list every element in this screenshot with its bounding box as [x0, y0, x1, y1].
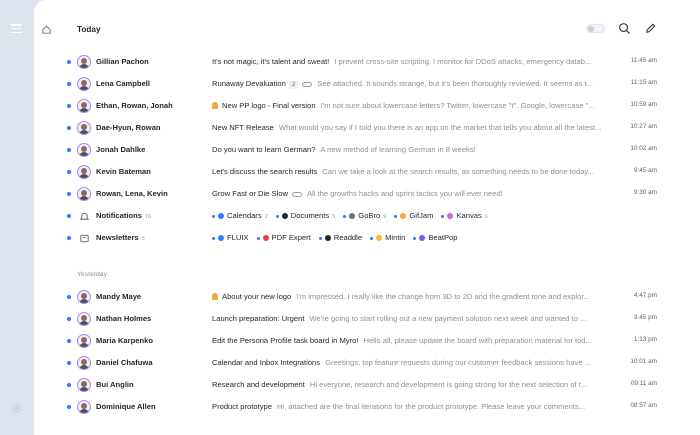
- timestamp: 4:47 pm: [633, 292, 657, 299]
- preview-text: What would you say if I told you there is an app on the market that tells you about all the latest...: [278, 123, 602, 132]
- timestamp: 10:27 am: [630, 123, 657, 130]
- avatar-body: [79, 409, 89, 414]
- newsletters-title: Newsletters: [96, 233, 139, 242]
- avatar: [77, 400, 91, 414]
- avatar-body: [79, 174, 89, 179]
- notifications-label: [96, 211, 151, 220]
- preview-text: I'm not sure about lowercase letters? Twitter, lowercase "t". Google, lowercase "...: [320, 101, 595, 110]
- subject: About your new logo: [222, 292, 292, 301]
- newsletters-chips: [212, 233, 465, 242]
- chip-count: 2: [264, 214, 268, 220]
- preview-text: Hello all, please update the board with preparation material for tod...: [363, 336, 592, 345]
- unread-dot: [67, 295, 71, 299]
- newsletters-label: [96, 233, 145, 242]
- chip-unread-dot: [441, 215, 444, 218]
- chip-unread-dot: [319, 237, 322, 240]
- app-icon: [376, 235, 382, 241]
- timestamp: 1:13 pm: [633, 336, 657, 343]
- sender-name: Bui Anglin: [96, 380, 134, 389]
- timestamp: 10:59 am: [630, 101, 657, 108]
- chip-unread-dot: [343, 215, 346, 218]
- unread-dot: [67, 170, 71, 174]
- chip-count: 5: [332, 214, 336, 220]
- message-summary: [212, 145, 618, 154]
- newsletters-row[interactable]: [34, 227, 700, 249]
- chip-label: FLUIX: [227, 233, 249, 242]
- chip-label: GoBro: [358, 211, 381, 220]
- timestamp: 08:57 am: [630, 402, 657, 409]
- sender-name: Gillian Pachon: [96, 57, 149, 66]
- subject: Research and development: [212, 380, 305, 389]
- avatar: [77, 290, 91, 304]
- chip-unread-dot: [276, 215, 279, 218]
- mail-row[interactable]: [34, 374, 700, 396]
- mail-row[interactable]: [34, 161, 700, 183]
- avatar: [77, 165, 91, 179]
- message-summary: [212, 101, 618, 110]
- chip-gifjam[interactable]: [394, 211, 433, 220]
- preview-text: Greetings, top feature requests during our customer feedback sessions have ...: [325, 358, 592, 367]
- left-rail: [0, 0, 34, 435]
- message-summary: [212, 167, 618, 176]
- subject: Runaway Devaluation: [212, 79, 286, 88]
- app-icon: [263, 235, 269, 241]
- avatar-body: [79, 365, 89, 370]
- avatar: [77, 121, 91, 135]
- unread-dot: [67, 126, 71, 130]
- unread-dot: [67, 82, 71, 86]
- avatar: [77, 77, 91, 91]
- home-icon[interactable]: [41, 24, 52, 35]
- subject: Product prototype: [212, 402, 272, 411]
- message-summary: [212, 79, 618, 89]
- mail-row[interactable]: [34, 183, 700, 205]
- chip-fluix[interactable]: [212, 233, 249, 242]
- sender-name: Rowan, Lena, Kevin: [96, 189, 168, 198]
- timestamp: 10:02 am: [630, 145, 657, 152]
- chip-beatpop[interactable]: [413, 233, 457, 242]
- chip-count: 6: [484, 214, 488, 220]
- unread-dot: [67, 361, 71, 365]
- newsletter-icon: [79, 233, 90, 244]
- avatar: [77, 143, 91, 157]
- timestamp: 10:01 am: [630, 358, 657, 365]
- avatar-body: [79, 108, 89, 113]
- chip-label: Kanvas: [456, 211, 482, 220]
- bell-icon: [212, 102, 218, 109]
- avatar-body: [79, 387, 89, 392]
- chip-label: Documents: [290, 211, 330, 220]
- notifications-title: Notifications: [96, 211, 142, 220]
- sender-name: Dominique Allen: [96, 402, 156, 411]
- message-summary: [212, 57, 618, 66]
- timestamp: 3:45 pm: [633, 314, 657, 321]
- app-icon: [282, 213, 288, 219]
- hamburger-menu-icon[interactable]: [11, 24, 22, 33]
- chip-label: GifJam: [409, 211, 434, 220]
- app-icon: [349, 213, 355, 219]
- avatar: [77, 312, 91, 326]
- avatar: [77, 378, 91, 392]
- avatar-body: [79, 130, 89, 135]
- chip-unread-dot: [394, 215, 397, 218]
- app-icon: [419, 235, 425, 241]
- preview-text: I prevent cross-site scripting, I monitor for DDoS attacks, emergency datab...: [334, 57, 592, 66]
- filter-toggle[interactable]: [586, 24, 605, 33]
- timestamp: 11:45 am: [630, 57, 657, 64]
- message-summary: [212, 402, 618, 411]
- unread-dot: [67, 148, 71, 152]
- chip-unread-dot: [257, 237, 260, 240]
- message-summary: [212, 336, 618, 345]
- unread-dot: [67, 60, 71, 64]
- sender-name: Nathan Holmes: [96, 314, 152, 323]
- sender-name: Lena Campbell: [96, 79, 151, 88]
- chip-label: Calendars: [227, 211, 262, 220]
- preview-text: I'm impressed. I really like the change from 3D to 2D and the gradient tone and explor...: [296, 292, 590, 301]
- subject: Edit the Persona Profile task board in Myro!: [212, 336, 359, 345]
- mail-row[interactable]: [34, 352, 700, 374]
- unread-dot: [67, 339, 71, 343]
- sender-name: Maria Karpenko: [96, 336, 153, 345]
- sender-name: Daniel Chafuwa: [96, 358, 153, 367]
- avatar: [77, 55, 91, 69]
- subject: It's not magic, it's talent and sweat!: [212, 57, 330, 66]
- timestamp: 11:15 am: [630, 79, 657, 86]
- sender-name: Ethan, Rowan, Jonah: [96, 101, 173, 110]
- chip-readdle[interactable]: [319, 233, 362, 242]
- compose-icon[interactable]: [644, 22, 657, 35]
- avatar-body: [79, 343, 89, 348]
- mail-row[interactable]: [34, 396, 700, 418]
- mail-list-panel: [34, 0, 700, 435]
- attachment-icon: [292, 192, 302, 197]
- mail-row[interactable]: [34, 95, 700, 117]
- sender-name: Mandy Maye: [96, 292, 142, 301]
- notifications-chips: [212, 211, 496, 220]
- subject: Let's discuss the search results: [212, 167, 318, 176]
- app-icon: [325, 235, 331, 241]
- notifications-row[interactable]: [34, 205, 700, 227]
- avatar: [77, 99, 91, 113]
- toggle-knob: [588, 26, 594, 32]
- preview-text: We're going to start rolling out a new payment solution next week and wanted to ...: [309, 314, 587, 323]
- mail-row[interactable]: [34, 330, 700, 352]
- mail-row[interactable]: [34, 308, 700, 330]
- subject: Do you want to learn German?: [212, 145, 316, 154]
- mail-row[interactable]: [34, 139, 700, 161]
- chip-unread-dot: [413, 237, 416, 240]
- newsletters-count: 5: [141, 236, 145, 242]
- app-icon: [447, 213, 453, 219]
- settings-icon[interactable]: [10, 402, 23, 415]
- unread-dot: [67, 236, 71, 240]
- message-summary: [212, 123, 618, 132]
- chip-unread-dot: [370, 237, 373, 240]
- chip-count: 9: [383, 214, 387, 220]
- avatar-body: [79, 299, 89, 304]
- bell-outline-icon: [79, 211, 90, 222]
- avatar-body: [79, 152, 89, 157]
- subject: New PP logo - Final version: [222, 101, 316, 110]
- notifications-count: 16: [145, 214, 152, 220]
- mail-row[interactable]: [34, 73, 700, 95]
- unread-dot: [67, 104, 71, 108]
- search-icon[interactable]: [618, 22, 631, 35]
- preview-text: See attached. It sounds strange, but it's been thoroughly reviewed. It seems as t...: [317, 79, 594, 88]
- avatar-body: [79, 321, 89, 326]
- chip-label: PDF Expert: [271, 233, 311, 242]
- message-summary: [212, 292, 618, 301]
- mail-row[interactable]: [34, 286, 700, 308]
- avatar-body: [79, 196, 89, 201]
- avatar-body: [79, 64, 89, 69]
- app-icon: [400, 213, 406, 219]
- sender-name: Dae-Hyun, Rowan: [96, 123, 161, 132]
- unread-dot: [67, 192, 71, 196]
- chip-label: BeatPop: [428, 233, 458, 242]
- chip-unread-dot: [212, 215, 215, 218]
- attachment-icon: [302, 82, 312, 87]
- mail-row[interactable]: [34, 117, 700, 139]
- bell-icon: [212, 293, 218, 300]
- message-summary: [212, 380, 618, 389]
- timestamp: 9:30 am: [633, 189, 657, 196]
- sender-name: Kevin Bateman: [96, 167, 151, 176]
- unread-dot: [67, 383, 71, 387]
- preview-text: Hi everyone, research and development is going strong for the next selection of t...: [309, 380, 588, 389]
- chip-pdf-expert[interactable]: [257, 233, 311, 242]
- chip-unread-dot: [212, 237, 215, 240]
- message-summary: [212, 189, 618, 198]
- chip-mintin[interactable]: [370, 233, 405, 242]
- chip-label: Mintin: [385, 233, 406, 242]
- chip-kanvas[interactable]: [441, 211, 487, 220]
- timestamp: 9:45 am: [633, 167, 657, 174]
- app-icon: [218, 235, 224, 241]
- preview-text: Hi, attached are the final iterations for the product prototype. Please leave your comments...: [276, 402, 586, 411]
- chip-calendars[interactable]: [212, 211, 268, 220]
- subject: Grow Fast or Die Slow: [212, 189, 288, 198]
- avatar-body: [79, 86, 89, 91]
- preview-text: Can we take a look at the search results, as something needs to be done today...: [322, 167, 594, 176]
- subject: New NFT Release: [212, 123, 274, 132]
- unread-dot: [67, 405, 71, 409]
- avatar: [77, 356, 91, 370]
- page-title: Today: [77, 25, 101, 34]
- app-icon: [218, 213, 224, 219]
- chip-label: Readdle: [333, 233, 363, 242]
- preview-text: All the growths hacks and sprint tactics you will ever need!: [306, 189, 503, 198]
- mail-row[interactable]: [34, 51, 700, 73]
- sender-name: Jonah Dahlke: [96, 145, 146, 154]
- preview-text: A new method of learning German in 8 weeks!: [320, 145, 476, 154]
- message-summary: [212, 314, 618, 323]
- avatar: [77, 334, 91, 348]
- message-summary: [212, 358, 618, 367]
- avatar: [77, 187, 91, 201]
- unread-dot: [67, 317, 71, 321]
- subject: Calendar and Inbox Integrations: [212, 358, 321, 367]
- unread-dot: [67, 214, 71, 218]
- timestamp: 09:11 am: [630, 380, 657, 387]
- chip-gobro[interactable]: [343, 211, 386, 220]
- section-label-yesterday: Yesterday: [77, 271, 107, 278]
- thread-count-badge: 2: [289, 81, 298, 89]
- subject: Launch preparation: Urgent: [212, 314, 305, 323]
- chip-documents[interactable]: [276, 211, 336, 220]
- top-bar: [34, 0, 700, 58]
